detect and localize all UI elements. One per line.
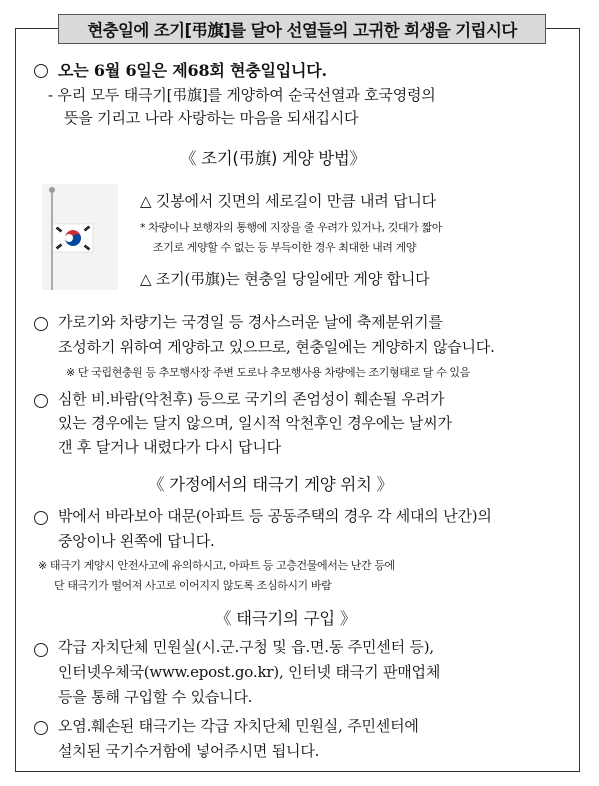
bullet-circle	[34, 64, 48, 78]
bullet-circle	[34, 721, 48, 735]
street-flag-line-2: 조성하기 위하여 게양하고 있으므로, 현충일에는 게양하지 않습니다.	[58, 338, 495, 356]
intro-line-1: 오는 6월 6일은 제68회 현충일입니다.	[58, 61, 327, 80]
disposal-line-2: 설치된 국기수거함에 넣어주시면 됩니다.	[58, 742, 320, 760]
home-position-line-1: 밖에서 바라보아 대문(아파트 등 공동주택의 경우 각 세대의 난간)의	[58, 507, 492, 525]
weather-line-1: 심한 비.바람(악천후) 등으로 국기의 존엄성이 훼손될 우려가	[58, 390, 445, 408]
method-item-1: △ 깃봉에서 깃면의 세로길이 만큼 내려 답니다	[140, 192, 436, 210]
safety-note-2: 단 태극기가 떨어져 사고로 이어지지 않도록 조심하시기 바람	[54, 579, 332, 592]
disposal-line-1: 오염.훼손된 태극기는 각급 자치단체 민원실, 주민센터에	[58, 717, 419, 735]
purchase-line-1: 각급 자치단체 민원실(시.군.구청 및 읍.면.동 주민센터 등),	[58, 638, 434, 656]
intro-line-2: - 우리 모두 태극기[弔旗]를 게양하여 순국선열과 호국영령의	[48, 86, 436, 104]
half-mast-flag-image	[42, 184, 118, 290]
section-heading-flag-method: 《 조기(弔旗) 게양 방법》	[180, 149, 366, 168]
street-flag-note: ※ 단 국립현충원 등 추모행사장 주변 도로나 추모행사용 차량에는 조기형태로 달 수 있음	[66, 366, 470, 379]
bullet-circle	[34, 394, 48, 408]
method-note-1a: * 차량이나 보행자의 통행에 지장을 줄 우려가 있거나, 깃대가 짧아	[140, 221, 442, 234]
weather-line-2: 있는 경우에는 달지 않으며, 일시적 악천후인 경우에는 날씨가	[58, 414, 452, 432]
purchase-line-3: 등을 통해 구입할 수 있습니다.	[58, 688, 253, 706]
home-position-line-2: 중앙이나 왼쪽에 답니다.	[58, 532, 215, 550]
purchase-line-2: 인터넷우체국(www.epost.go.kr), 인터넷 태극기 판매업체	[58, 663, 441, 681]
notice-title-text: 현충일에 조기[弔旗]를 달아 선열들의 고귀한 희생을 기립시다	[87, 21, 517, 40]
safety-note-1: ※ 태극기 게양시 안전사고에 유의하시고, 아파트 등 고층건물에서는 난간 등에	[38, 559, 395, 572]
bullet-circle	[34, 317, 48, 331]
notice-title	[58, 14, 546, 44]
intro-line-3: 뜻을 기리고 나라 사랑하는 마음을 되새깁시다	[64, 109, 359, 127]
method-item-2: △ 조기(弔旗)는 현충일 당일에만 게양 합니다	[140, 270, 430, 288]
method-note-1b: 조기로 게양할 수 없는 등 부득이한 경우 최대한 내려 게양	[153, 241, 417, 254]
section-heading-home-position: 《 가정에서의 태극기 게양 위치 》	[148, 475, 393, 494]
street-flag-line-1: 가로기와 차량기는 국경일 등 경사스러운 날에 축제분위기를	[58, 313, 443, 331]
bullet-circle	[34, 511, 48, 525]
bullet-circle	[34, 643, 48, 657]
weather-line-3: 갠 후 달거나 내렸다가 다시 답니다	[58, 438, 281, 456]
section-heading-purchase: 《 태극기의 구입 》	[215, 609, 357, 628]
